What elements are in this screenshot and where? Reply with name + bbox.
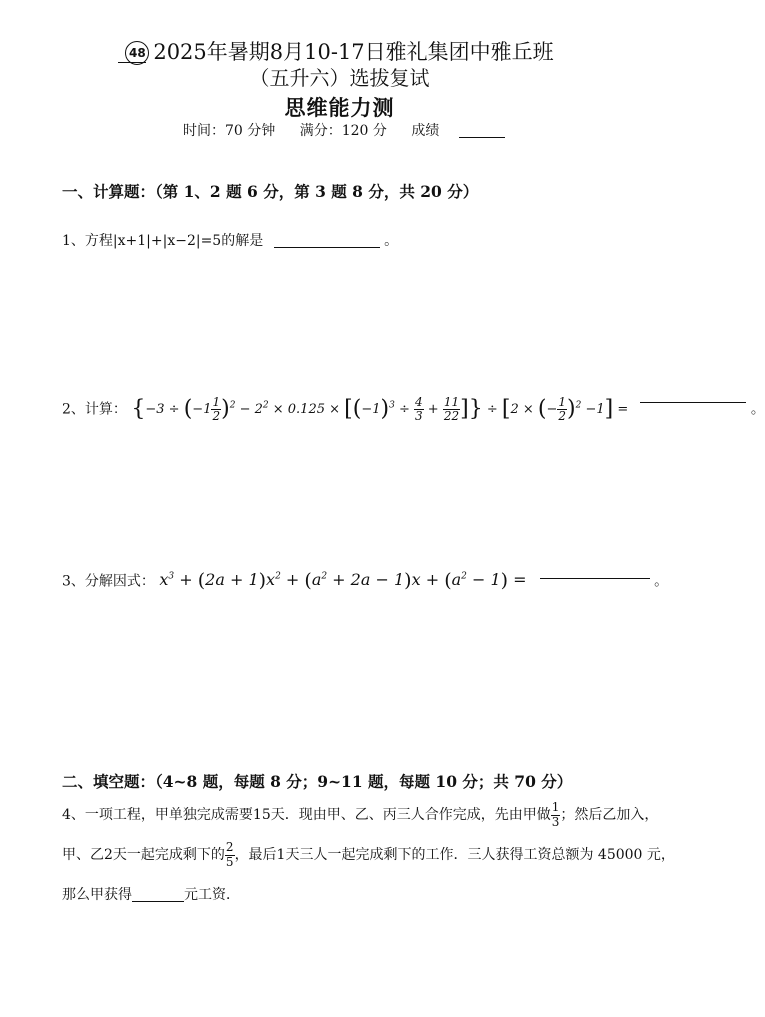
question-2-end: 。 [750,401,765,418]
question-4-line-2 [62,840,675,870]
question-3-label: 3、分解因式： [62,573,155,590]
question-2-expression: {−3 ÷ (−1 $\frac{1}{2}$ )$^2 - 2^2 \times 0.125 \times [(-1)^3$ ÷ $\frac{4}{3}$ + $\frac{11}{22}$ ]} ÷ [2 × (− $\frac{1}{2}$ )$^2$ −1] = [131,395,633,424]
question-4-text-c: 甲、乙2天一起完成剩下的 [62,847,225,863]
answer-blank-3[interactable] [540,578,650,579]
result-label: 成绩 [411,123,440,139]
question-3 [62,562,668,592]
question-4-text-f: 元工资． [184,887,240,903]
exam-meta [183,120,525,140]
section-2-title: 二、填空题：（4~8 题，每题 8 分；9~11 题，每题 10 分；共 70 分） [62,772,573,791]
question-3-end: 。 [654,573,669,590]
question-2 [62,386,765,426]
question-4-text-e: 那么甲获得 [62,887,132,903]
question-1 [62,230,398,250]
question-1-end: 。 [384,233,399,249]
full-score: 满分：120 分 [299,123,387,139]
fraction-one-third: $\frac{1}{3}$ [551,800,560,829]
section-1-title: 一、计算题：（第 1、2 题 6 分，第 3 题 8 分，共 20 分） [62,182,479,201]
result-blank[interactable] [459,137,505,138]
question-4-text-b: ；然后乙加入， [560,807,659,823]
question-3-expression: $x^3 + (2a + 1)x^2 + (a^2 + 2a - 1)x + (a^2 - 1)$ = [159,569,532,592]
question-4-line-1 [62,800,658,830]
time-limit: 时间：70 分钟 [183,123,276,139]
exam-title-text: 2025年暑期8月10-17日雅礼集团中雅丘班 [153,40,554,64]
answer-blank-4[interactable] [132,901,184,902]
exam-subtitle: （五升六）选拔复试 [249,66,430,90]
question-1-text: 1、方程|x+1|+|x−2|=5的解是 [62,233,264,249]
fraction-two-fifths: $\frac{2}{5}$ [225,840,234,869]
question-4-text-d: ，最后1天三人一起完成剩下的工作．三人获得工资总额为 45000 元， [234,847,675,863]
question-2-label: 2、计算： [62,401,127,418]
number-badge: 48 [125,41,149,65]
answer-blank-2[interactable] [640,402,746,403]
subject-title: 思维能力测 [284,95,395,120]
question-4-line-3 [62,884,240,904]
answer-blank-1[interactable] [274,247,380,248]
question-4-text-a: 4、一项工程，甲单独完成需要15天．现由甲、乙、丙三人合作完成，先由甲做 [62,807,551,823]
